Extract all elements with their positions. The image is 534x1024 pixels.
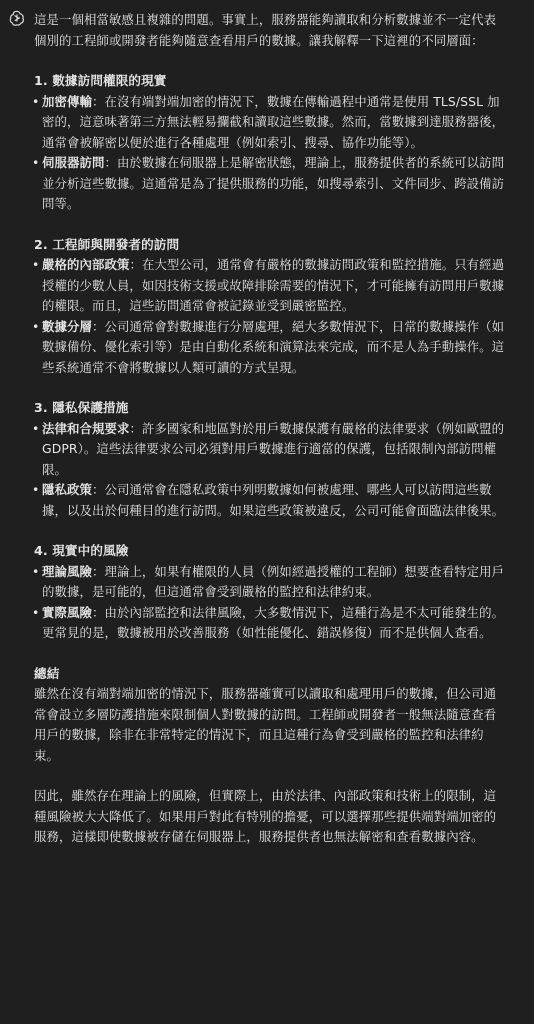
summary-paragraph: 雖然在沒有端對端加密的情況下，服務器確實可以讀取和處理用戶的數據，但公司通常會設立多層防護措施來限制個人對數據的訪問。工程師或開發者一般無法隨意查看用戶的數據，除非在非常特定的情況下，而且這種行為會受到嚴格的監控和法律約束。 <box>34 686 497 763</box>
bullet-text: ：由於數據在伺服器上是解密狀態，理論上，服務提供者的系統可以訪問並分析這些數據。這通常是為了提供服務的功能，如搜尋索引、文件同步、跨設備訪問等。 <box>42 155 505 211</box>
bullet-text: ：由於內部監控和法律風險，大多數情況下，這種行為是不太可能發生的。更常見的是，數據被用於改善服務（如性能優化、錯誤修復）而不是供個人查看。 <box>42 604 505 640</box>
intro-paragraph: 這是一個相當敏感且複雜的問題。事實上，服務器能夠讀取和分析數據並不一定代表個別的工程師或開發者能夠隨意查看用戶的數據。讓我解釋一下這裡的不同層面： <box>34 12 497 48</box>
section-list-privacy <box>34 419 506 522</box>
list-item <box>34 419 506 481</box>
section-heading-access: 1. 數據訪問權限的現實 <box>34 73 167 88</box>
list-item <box>34 317 506 379</box>
bullet-term: 隱私政策 <box>42 482 92 497</box>
list-item <box>34 255 506 317</box>
bullet-text: ：公司通常會對數據進行分層處理，絕大多數情況下，日常的數據操作（如數據備份、優化索引等）是由自動化系統和演算法來完成，而不是人為手動操作。這些系統通常不會將數據以人類可讀的方式呈現。 <box>42 318 505 375</box>
list-item <box>34 603 506 644</box>
section-list-risks <box>34 562 506 644</box>
section-list-access <box>34 92 506 215</box>
assistant-message <box>34 10 506 868</box>
bullet-term: 嚴格的內部政策 <box>42 257 130 272</box>
bullet-text: ：許多國家和地區對於用戶數據保護有嚴格的法律要求（例如歐盟的 GDPR）。這些法律要求公司必須對用戶數據進行適當的保護，包括限制內部訪問權限。 <box>42 420 505 477</box>
bullet-text: ：在大型公司，通常會有嚴格的數據訪問政策和監控措施。只有經過授權的少數人員，如因技術支援或故障排除需要的情況下，才可能擁有訪問用戶數據的權限。而且，這些訪問通常會被記錄並受到嚴密監控。 <box>42 257 505 313</box>
bullet-text: ：公司通常會在隱私政策中列明數據如何被處理、哪些人可以訪問這些數據，以及出於何種目的進行訪問。如果這些政策被違反，公司可能會面臨法律後果。 <box>42 482 505 518</box>
list-item <box>34 562 506 603</box>
bullet-term: 法律和合規要求 <box>42 420 130 436</box>
section-heading-engineers: 2. 工程師與開發者的訪問 <box>34 236 180 252</box>
list-item <box>34 480 506 521</box>
bullet-text: ：理論上，如果有權限的人員（例如經過授權的工程師）想要查看特定用戶的數據，是可能的，但這通常會受到嚴格的監控和法律約束。 <box>42 563 505 599</box>
bullet-term: 實際風險 <box>42 604 92 620</box>
section-heading-privacy: 3. 隱私保護措施 <box>34 400 129 415</box>
bullet-term: 加密傳輸 <box>42 93 92 109</box>
bullet-term: 數據分層 <box>42 318 92 334</box>
bullet-term: 理論風險 <box>42 563 92 579</box>
section-heading-risks: 4. 現實中的風險 <box>34 543 129 558</box>
bullet-term: 伺服器訪問 <box>42 155 105 170</box>
chatgpt-logo-icon <box>8 9 26 27</box>
summary-heading: 總結 <box>34 665 60 681</box>
summary-paragraph: 因此，雖然存在理論上的風險，但實際上，由於法律、內部政策和技術上的限制，這種風險被大大降低了。如果用戶對此有特別的擔憂，可以選擇那些提供端對端加密的服務，這樣即使數據被存儲在伺服器上，服務提供者也無法解密和查看數據內容。 <box>34 788 497 844</box>
bullet-text: ：在沒有端對端加密的情況下，數據在傳輸過程中通常是使用 TLS/SSL 加密的，這意味著第三方無法輕易攔截和讀取這些數據。然而，當數據到達服務器後，通常會被解密以便於進行各種處理（例如索引、搜尋、協作功能等）。 <box>42 93 505 150</box>
list-item <box>34 92 506 154</box>
list-item <box>34 153 506 215</box>
section-list-engineers <box>34 255 506 378</box>
